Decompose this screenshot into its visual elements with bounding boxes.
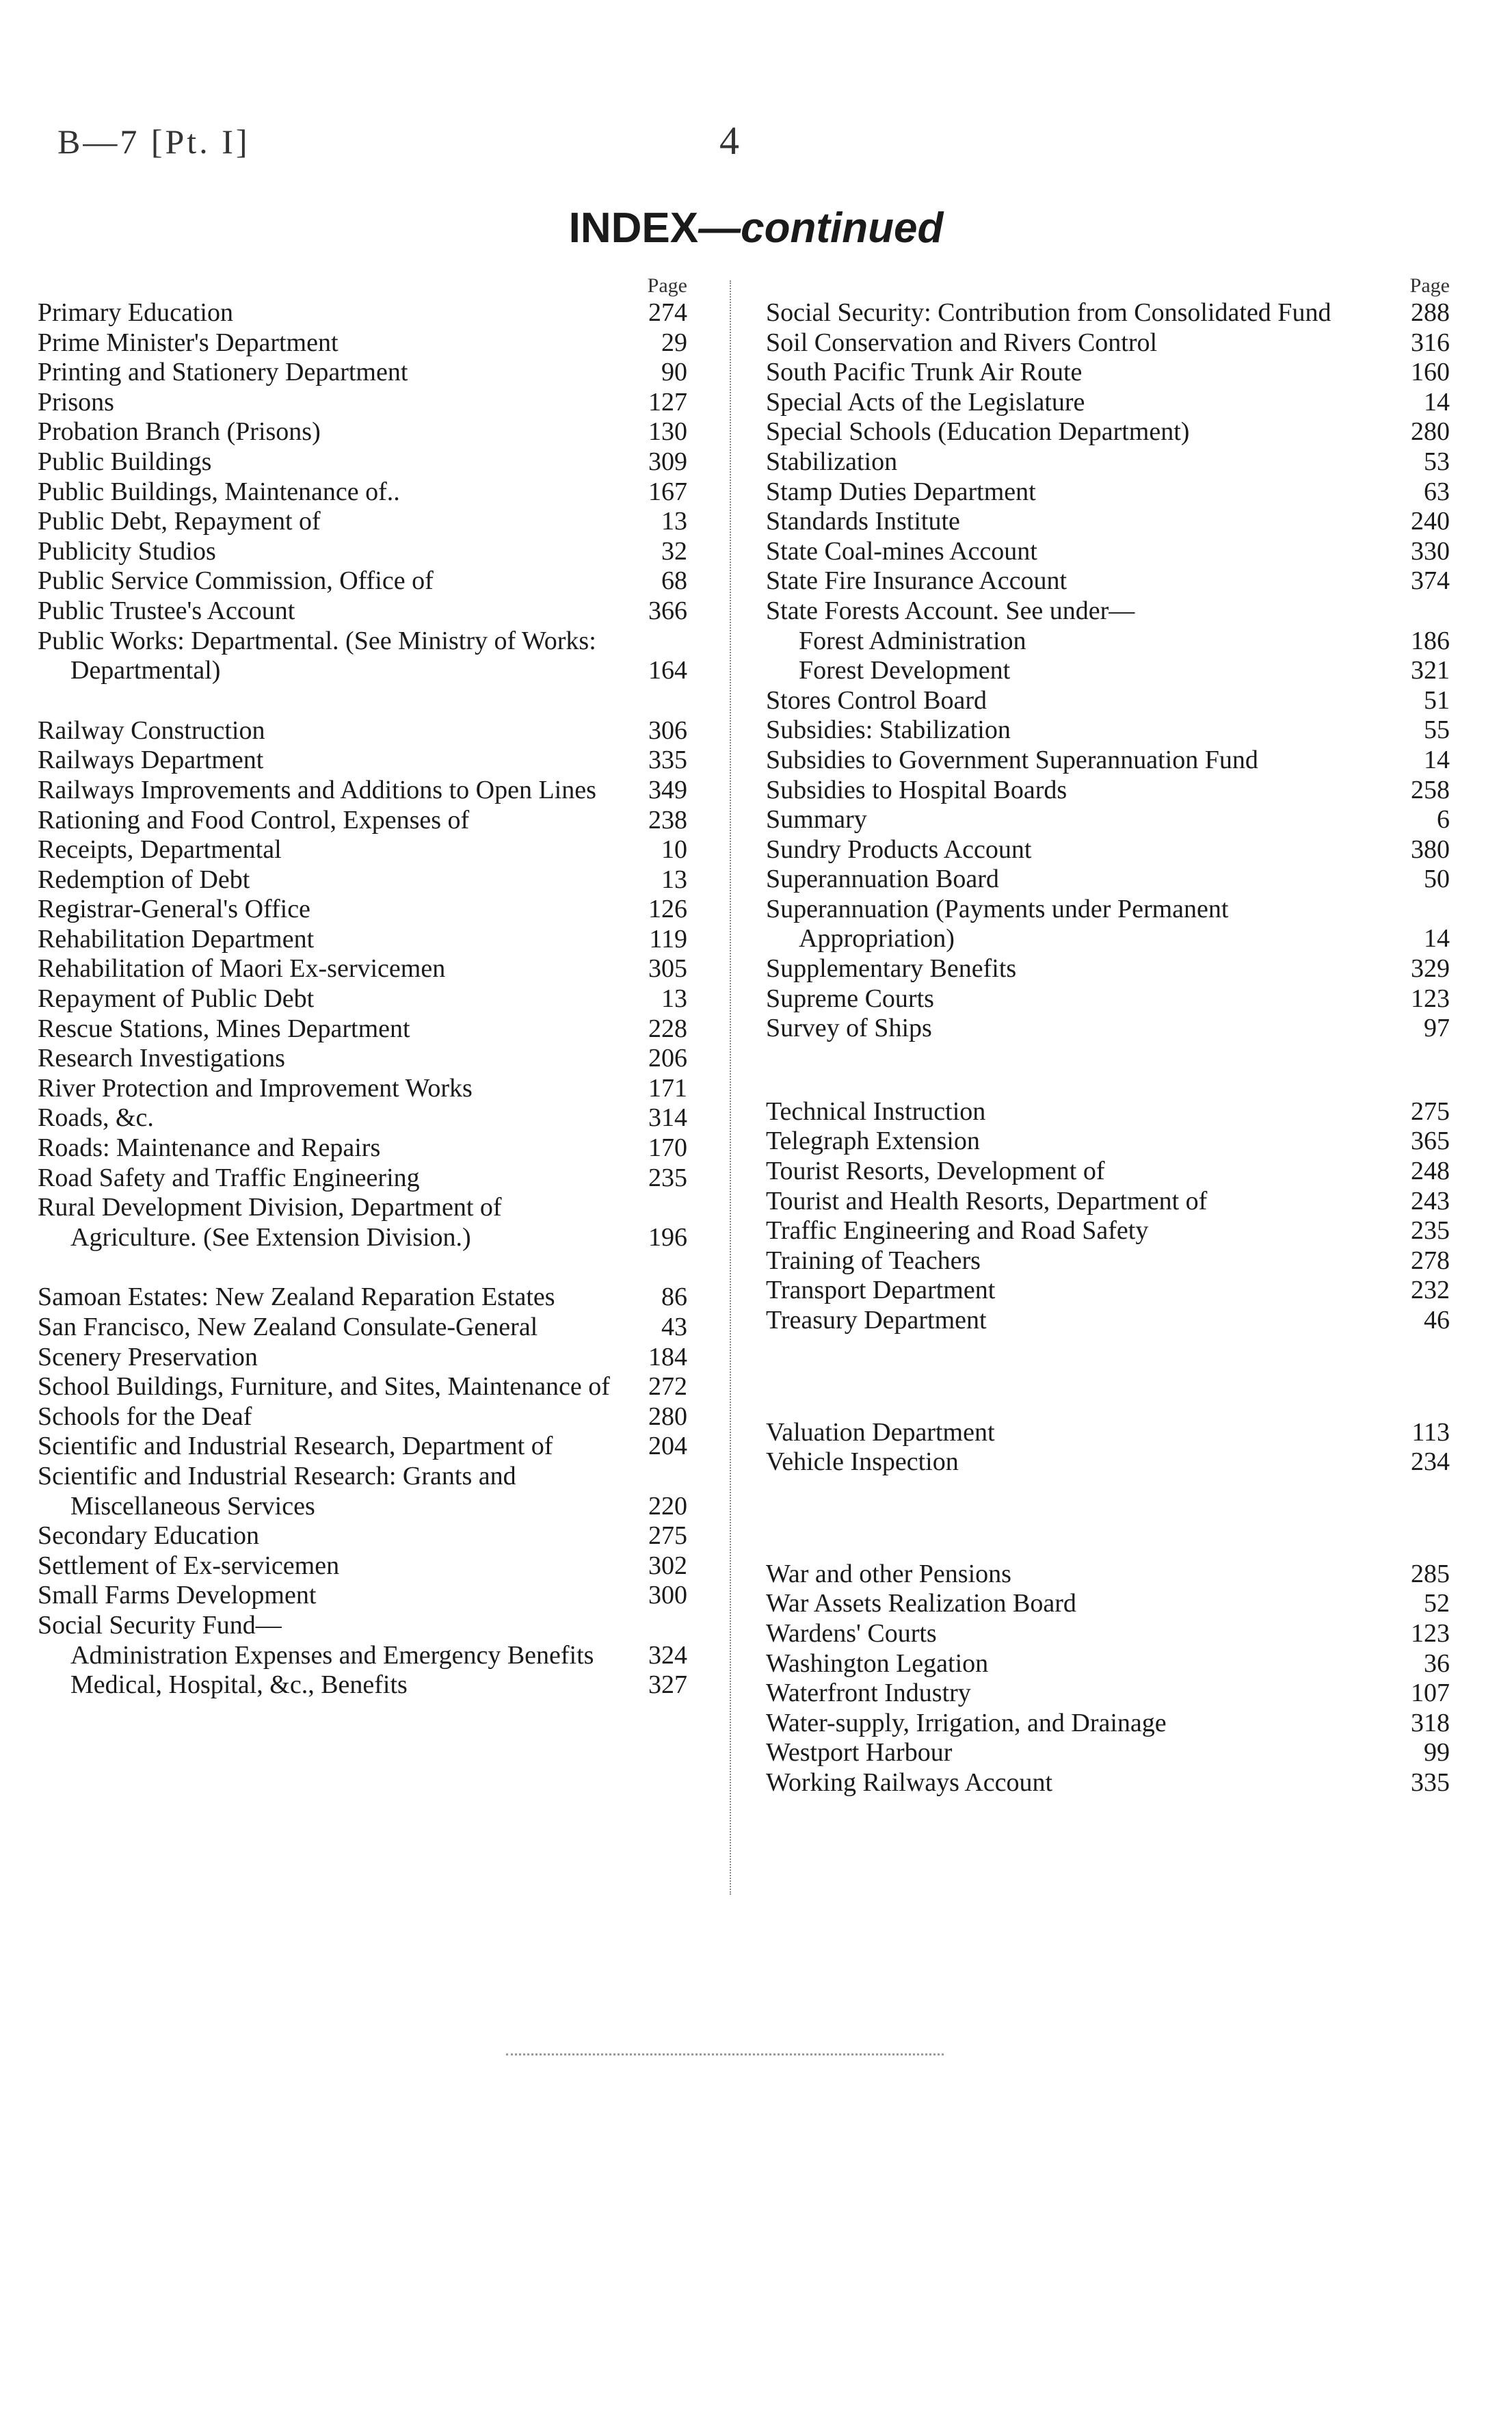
- entry-page-number: 275: [648, 1521, 687, 1551]
- entry-page-number: 274: [648, 298, 687, 327]
- entry-title: Public Debt, Repayment of: [38, 507, 321, 536]
- index-entry: [38, 1313, 687, 1343]
- entry-page-number: 232: [1411, 1276, 1450, 1305]
- entry-page-number: 50: [1424, 865, 1450, 894]
- entry-title: Working Railways Account: [766, 1767, 1053, 1797]
- entry-title: Small Farms Development: [38, 1581, 317, 1610]
- entry-page-number: 14: [1424, 924, 1450, 954]
- entry-title: Stamp Duties Department: [766, 477, 1036, 506]
- index-entry: [38, 1014, 687, 1044]
- index-entry: [38, 507, 687, 537]
- index-entry: [766, 1649, 1450, 1679]
- index-entry: [38, 1164, 687, 1194]
- entry-page-number: 380: [1411, 835, 1450, 864]
- index-entry: [38, 925, 687, 955]
- entry-page-number: 206: [648, 1044, 687, 1073]
- entry-page-number: 86: [661, 1283, 687, 1312]
- entry-page-number: 335: [1411, 1767, 1450, 1797]
- index-entry: [38, 1074, 687, 1104]
- entry-title: Transport Department: [766, 1276, 996, 1305]
- index-entry: [38, 1103, 687, 1133]
- entry-page-number: 235: [1411, 1216, 1450, 1246]
- entry-title: Summary: [766, 805, 867, 835]
- entry-title: Prisons: [38, 387, 114, 417]
- entry-page-number: 68: [661, 566, 687, 596]
- entry-page-number: 275: [1411, 1096, 1450, 1126]
- index-entry: [38, 1343, 687, 1373]
- index-entry: [38, 1581, 687, 1611]
- entry-page-number: 330: [1411, 536, 1450, 566]
- entry-title: Valuation Department: [766, 1417, 995, 1447]
- index-entry: [38, 1283, 687, 1313]
- entry-page-number: 238: [648, 805, 687, 835]
- entry-title: State Coal-mines Account: [766, 536, 1037, 566]
- index-entry: [766, 865, 1450, 895]
- entry-title: Rehabilitation of Maori Ex-servicemen: [38, 954, 446, 984]
- entry-title: Treasury Department: [766, 1306, 987, 1335]
- entry-title: Medical, Hospital, &c., Benefits: [70, 1670, 408, 1700]
- entry-title: Administration Expenses and Emergency Benefits: [70, 1640, 594, 1670]
- index-entry: [766, 1560, 1450, 1590]
- index-entry: [38, 1432, 687, 1462]
- entry-title: Repayment of Public Debt: [38, 984, 315, 1014]
- entry-title: Stabilization: [766, 447, 898, 476]
- entry-title: Water-supply, Irrigation, and Drainage: [766, 1708, 1167, 1737]
- entry-page-number: 349: [648, 775, 687, 804]
- entry-title: Washington Legation: [766, 1648, 989, 1678]
- entry-title: Standards Institute: [766, 507, 960, 536]
- entry-page-number: 55: [1424, 715, 1450, 745]
- entry-title: Secondary Education: [38, 1521, 259, 1551]
- index-entry: [38, 447, 687, 477]
- index-entry: [766, 1187, 1450, 1217]
- index-entry: [766, 805, 1450, 835]
- section-gap: [38, 1252, 687, 1283]
- index-entry: [766, 358, 1450, 388]
- index-entry: [38, 1551, 687, 1581]
- index-entry: [38, 1462, 687, 1521]
- entry-page-number: 119: [649, 924, 687, 954]
- index-entry: [766, 328, 1450, 358]
- entry-title: Public Works: Departmental. (See Ministry of Works: Departmental): [38, 626, 596, 685]
- index-entry: [766, 656, 1450, 686]
- entry-page-number: 280: [1411, 417, 1450, 447]
- entry-page-number: 13: [661, 507, 687, 536]
- index-entry: [38, 984, 687, 1014]
- index-entry: [766, 1097, 1450, 1127]
- index-entry: [38, 358, 687, 388]
- entry-page-number: 167: [648, 477, 687, 506]
- entry-title: Research Investigations: [38, 1044, 285, 1073]
- entry-title: Special Acts of the Legislature: [766, 387, 1085, 417]
- entry-page-number: 10: [661, 835, 687, 865]
- index-entry: [766, 1589, 1450, 1619]
- entry-title: Settlement of Ex-servicemen: [38, 1551, 340, 1580]
- entry-page-number: 46: [1424, 1306, 1450, 1335]
- entry-title: Vehicle Inspection: [766, 1447, 959, 1477]
- entry-title: Rehabilitation Department: [38, 924, 315, 954]
- entry-page-number: 327: [648, 1670, 687, 1700]
- entry-page-number: 13: [661, 865, 687, 894]
- entry-page-number: 240: [1411, 507, 1450, 536]
- entry-page-number: 314: [648, 1103, 687, 1133]
- entry-page-number: 29: [661, 328, 687, 357]
- index-entry: [766, 1768, 1450, 1798]
- index-entry: [38, 537, 687, 567]
- entry-title: Superannuation (Payments under Permanent Appropriation): [766, 894, 1229, 954]
- entry-title: Social Security: Contribution from Consolidated Fund: [766, 298, 1331, 327]
- index-column-left: [38, 274, 687, 1700]
- entry-title: Rationing and Food Control, Expenses of: [38, 805, 470, 835]
- entry-title: Training of Teachers: [766, 1246, 981, 1275]
- index-entry: [766, 388, 1450, 418]
- entry-title: Primary Education: [38, 298, 233, 327]
- index-entry: [38, 388, 687, 418]
- index-entry: [38, 954, 687, 984]
- entry-title: Publicity Studios: [38, 536, 216, 566]
- entry-page-number: 335: [648, 746, 687, 775]
- entry-page-number: 302: [648, 1551, 687, 1580]
- section-gap: [766, 1044, 1450, 1097]
- entry-title: Roads: Maintenance and Repairs: [38, 1133, 381, 1163]
- entry-page-number: 196: [648, 1222, 687, 1252]
- entry-page-number: 318: [1411, 1708, 1450, 1737]
- entry-page-number: 329: [1411, 954, 1450, 984]
- entry-title: War and other Pensions: [766, 1559, 1011, 1588]
- index-entry: [38, 1193, 687, 1252]
- entry-page-number: 300: [648, 1581, 687, 1610]
- entry-page-number: 13: [661, 984, 687, 1014]
- entry-title: Waterfront Industry: [766, 1679, 971, 1708]
- index-entry: [766, 984, 1450, 1014]
- entry-title: Tourist and Health Resorts, Department of: [766, 1186, 1208, 1215]
- index-entry: [766, 627, 1450, 657]
- index-entry: [766, 776, 1450, 806]
- entry-title: School Buildings, Furniture, and Sites, Maintenance of: [38, 1372, 610, 1402]
- index-entry: [38, 1402, 687, 1432]
- entry-page-number: 272: [648, 1372, 687, 1402]
- page-number: 4: [719, 118, 739, 163]
- index-entry: [38, 1641, 687, 1671]
- index-entry: [38, 1670, 687, 1700]
- entry-page-number: 123: [1411, 984, 1450, 1013]
- index-entry: [38, 1044, 687, 1074]
- entry-page-number: 235: [648, 1163, 687, 1192]
- entry-page-number: 184: [648, 1342, 687, 1371]
- footer-rule: [506, 2053, 944, 2061]
- index-entry: [766, 566, 1450, 596]
- entry-title: Forest Administration: [799, 626, 1026, 655]
- entry-title: Supplementary Benefits: [766, 954, 1017, 984]
- entry-title: Public Trustee's Account: [38, 596, 295, 625]
- entry-page-number: 374: [1411, 566, 1450, 596]
- entry-page-number: 316: [1411, 328, 1450, 357]
- entry-page-number: 248: [1411, 1157, 1450, 1186]
- entry-page-number: 204: [648, 1432, 687, 1461]
- index-entry: [38, 746, 687, 776]
- entry-page-number: 366: [648, 596, 687, 625]
- entry-page-number: 113: [1411, 1417, 1450, 1447]
- entry-title: Supreme Courts: [766, 984, 934, 1013]
- index-entry: [766, 1216, 1450, 1246]
- entry-title: Probation Branch (Prisons): [38, 417, 321, 447]
- entry-page-number: 97: [1424, 1014, 1450, 1043]
- entry-page-number: 309: [648, 447, 687, 476]
- entry-page-number: 160: [1411, 358, 1450, 387]
- index-entry: [766, 447, 1450, 477]
- index-entry: [766, 1306, 1450, 1336]
- document-reference: B—7 [Pt. I]: [57, 122, 250, 161]
- entry-page-number: 278: [1411, 1246, 1450, 1275]
- entry-title: Redemption of Debt: [38, 865, 250, 894]
- entry-title: State Forests Account. See under—: [766, 596, 1135, 625]
- index-entry: [766, 954, 1450, 984]
- index-entry: [38, 1611, 687, 1641]
- index-entry: [766, 686, 1450, 716]
- index-entry: [766, 1709, 1450, 1739]
- entry-page-number: 14: [1424, 745, 1450, 774]
- index-entry: [766, 835, 1450, 865]
- entry-title: Registrar-General's Office: [38, 895, 310, 924]
- entry-title: Soil Conservation and Rivers Control: [766, 328, 1158, 357]
- entry-title: Railways Department: [38, 746, 264, 775]
- entry-title: Road Safety and Traffic Engineering: [38, 1163, 420, 1192]
- entry-page-number: 90: [661, 358, 687, 387]
- entry-title: Scenery Preservation: [38, 1342, 258, 1371]
- entry-title: Subsidies: Stabilization: [766, 715, 1011, 745]
- index-entry: [766, 1679, 1450, 1709]
- title-continued: —continued: [698, 205, 944, 252]
- entry-page-number: 130: [648, 417, 687, 447]
- entry-title: Traffic Engineering and Road Safety: [766, 1216, 1149, 1246]
- entry-title: Public Buildings: [38, 447, 212, 476]
- page-title: [0, 204, 1512, 252]
- index-column-right: [766, 274, 1450, 1798]
- index-entry: [38, 298, 687, 328]
- entry-title: Rescue Stations, Mines Department: [38, 1014, 410, 1043]
- index-entry: [38, 1521, 687, 1551]
- index-entry: [766, 596, 1450, 627]
- entry-title: Public Buildings, Maintenance of..: [38, 477, 400, 506]
- entry-page-number: 52: [1424, 1589, 1450, 1618]
- entry-page-number: 6: [1437, 805, 1450, 835]
- entry-page-number: 258: [1411, 775, 1450, 804]
- section-gap: [766, 1336, 1450, 1418]
- entry-title: Sundry Products Account: [766, 835, 1032, 864]
- entry-page-number: 220: [648, 1491, 687, 1521]
- entry-page-number: 306: [648, 715, 687, 745]
- index-entry: [38, 865, 687, 895]
- entry-page-number: 171: [648, 1073, 687, 1103]
- entry-page-number: 14: [1424, 387, 1450, 417]
- entry-title: Wardens' Courts: [766, 1618, 937, 1648]
- index-entry: [766, 1418, 1450, 1448]
- entry-title: Railways Improvements and Additions to Open Lines: [38, 775, 596, 804]
- entry-page-number: 43: [661, 1313, 687, 1341]
- index-entry: [38, 776, 687, 806]
- entry-title: Stores Control Board: [766, 685, 987, 715]
- entry-title: Westport Harbour: [766, 1738, 953, 1767]
- index-entry: [38, 566, 687, 596]
- index-entry: [38, 835, 687, 865]
- index-entry: [766, 1246, 1450, 1276]
- entry-page-number: 280: [648, 1402, 687, 1431]
- section-gap: [38, 686, 687, 716]
- entry-title: Samoan Estates: New Zealand Reparation Estates: [38, 1283, 555, 1312]
- entry-title: South Pacific Trunk Air Route: [766, 358, 1083, 387]
- index-entry: [766, 895, 1450, 954]
- entry-title: Roads, &c.: [38, 1103, 154, 1133]
- index-entry: [766, 537, 1450, 567]
- entry-title: Printing and Stationery Department: [38, 358, 408, 387]
- entry-page-number: 234: [1411, 1447, 1450, 1477]
- index-entry: [766, 715, 1450, 746]
- entry-title: War Assets Realization Board: [766, 1589, 1076, 1618]
- entry-page-number: 243: [1411, 1186, 1450, 1215]
- entry-title: Subsidies to Hospital Boards: [766, 775, 1067, 804]
- index-entry: [766, 1014, 1450, 1044]
- entry-page-number: 63: [1424, 477, 1450, 506]
- entry-title: Tourist Resorts, Development of: [766, 1157, 1105, 1186]
- entry-page-number: 305: [648, 954, 687, 984]
- entry-title: Forest Development: [799, 656, 1011, 685]
- page-column-label: Page: [1409, 274, 1450, 297]
- entry-title: Scientific and Industrial Research, Department of: [38, 1432, 553, 1461]
- entry-page-number: 186: [1411, 626, 1450, 655]
- entry-title: River Protection and Improvement Works: [38, 1073, 473, 1103]
- entry-page-number: 228: [648, 1014, 687, 1043]
- entry-title: Technical Instruction: [766, 1096, 986, 1126]
- entry-page-number: 321: [1411, 656, 1450, 685]
- entry-page-number: 285: [1411, 1559, 1450, 1588]
- index-entry: [38, 328, 687, 358]
- entry-page-number: 126: [648, 895, 687, 924]
- index-entry: [766, 1157, 1450, 1187]
- entry-title: Special Schools (Education Department): [766, 417, 1190, 447]
- entry-page-number: 123: [1411, 1618, 1450, 1648]
- entry-page-number: 32: [661, 536, 687, 566]
- index-entry: [766, 477, 1450, 508]
- entry-title: Survey of Ships: [766, 1014, 932, 1043]
- entry-page-number: 170: [648, 1133, 687, 1163]
- index-entry: [766, 1127, 1450, 1157]
- entry-title: Receipts, Departmental: [38, 835, 282, 865]
- index-entry: [38, 1133, 687, 1164]
- index-entry: [38, 716, 687, 746]
- entry-page-number: 107: [1411, 1679, 1450, 1708]
- index-entry: [766, 507, 1450, 537]
- page-column-label: Page: [647, 274, 687, 297]
- index-entry: [38, 596, 687, 627]
- entry-title: Prime Minister's Department: [38, 328, 339, 357]
- index-entry: [38, 1372, 687, 1402]
- entry-page-number: 288: [1411, 298, 1450, 327]
- index-entry: [766, 298, 1450, 328]
- entry-title: Railway Construction: [38, 715, 265, 745]
- entry-page-number: 164: [648, 656, 687, 685]
- index-entry: [38, 477, 687, 508]
- entry-title: State Fire Insurance Account: [766, 566, 1067, 596]
- column-divider: [730, 280, 731, 1895]
- entry-page-number: 99: [1424, 1738, 1450, 1767]
- entry-title: Public Service Commission, Office of: [38, 566, 434, 596]
- index-entry: [38, 895, 687, 925]
- entry-page-number: 51: [1424, 685, 1450, 715]
- entry-title: Schools for the Deaf: [38, 1402, 252, 1431]
- entry-title: Superannuation Board: [766, 865, 999, 894]
- entry-title: Rural Development Division, Department of Agriculture. (See Extension Division.): [38, 1193, 502, 1252]
- entry-page-number: 53: [1424, 447, 1450, 476]
- title-main: INDEX: [568, 205, 699, 252]
- entry-page-number: 36: [1424, 1648, 1450, 1678]
- index-entry: [38, 806, 687, 836]
- index-entry: [766, 746, 1450, 776]
- entry-page-number: 324: [648, 1640, 687, 1670]
- entry-title: Scientific and Industrial Research: Grants and Miscellaneous Services: [38, 1461, 516, 1521]
- entry-page-number: 127: [648, 387, 687, 417]
- section-gap: [766, 1477, 1450, 1560]
- entry-title: Subsidies to Government Superannuation Fund: [766, 745, 1258, 774]
- entry-page-number: 365: [1411, 1127, 1450, 1156]
- index-entry: [766, 1276, 1450, 1306]
- entry-title: Telegraph Extension: [766, 1127, 980, 1156]
- entry-title: San Francisco, New Zealand Consulate-General: [38, 1313, 538, 1341]
- index-entry: [38, 417, 687, 447]
- entry-title: Social Security Fund—: [38, 1610, 282, 1640]
- index-entry: [766, 1447, 1450, 1477]
- index-entry: [38, 627, 687, 686]
- index-entry: [766, 1738, 1450, 1768]
- index-entry: [766, 417, 1450, 447]
- index-entry: [766, 1619, 1450, 1649]
